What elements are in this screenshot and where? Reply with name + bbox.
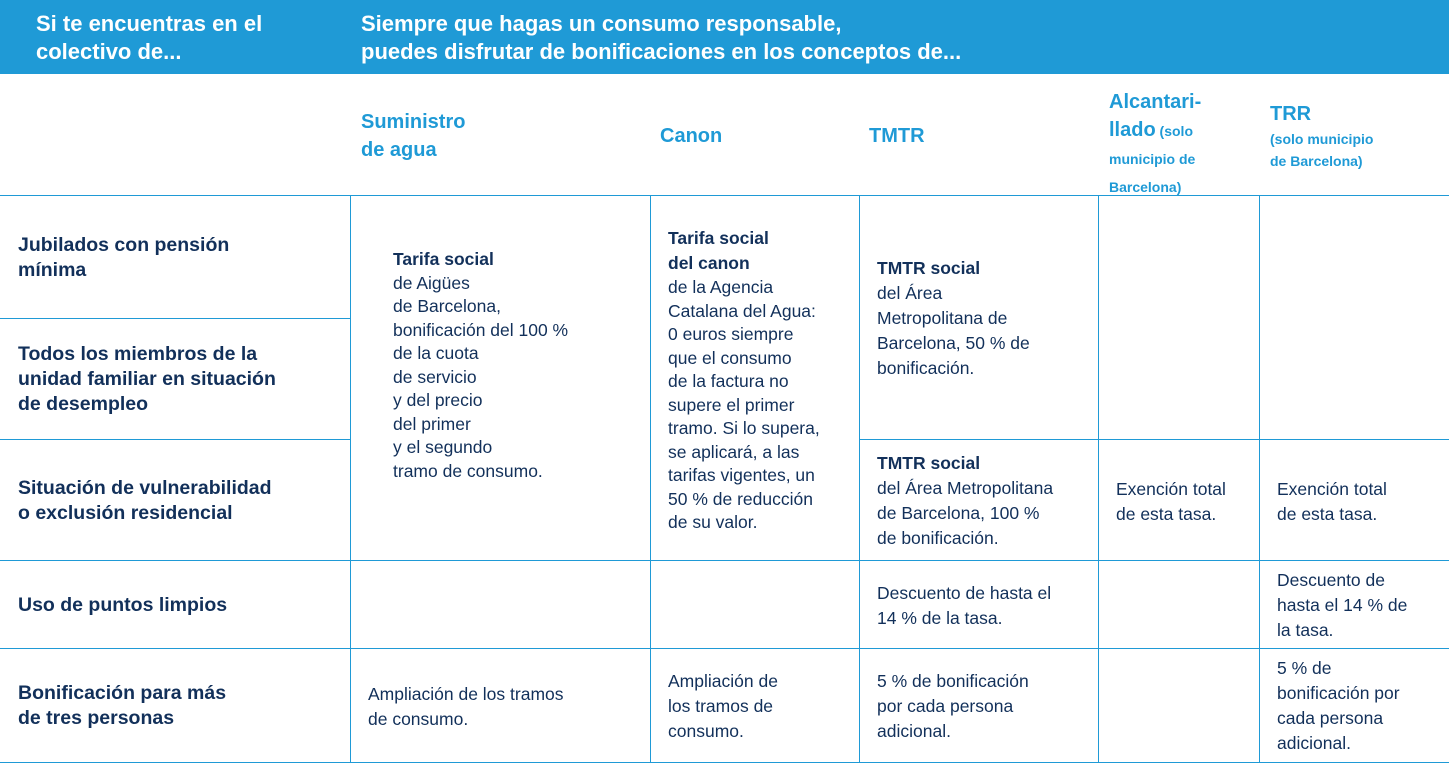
row-header-puntos-limpios: Uso de puntos limpios: [18, 594, 228, 616]
grid-line-row2-right: [859, 439, 1449, 440]
cell-canon-tarifa-social-body: de la Agencia Catalana del Agua: 0 euros siempre que el consumo de la factura no supere el primer tramo. Si lo supera, se aplicará, a las tarifas vigentes, un 50 % de reducción de su valor.: [668, 277, 820, 532]
cell-canon-tres-personas: Ampliación de los tramos de consumo.: [668, 671, 778, 741]
cell-agua-tarifa-social: [393, 248, 643, 483]
cell-agua-tarifa-social-body: de Aigües de Barcelona, bonificación del 100 % de la cuota de servicio y del precio del primer y el segundo tramo de consumo.: [393, 272, 569, 481]
row-header-jubilados: Jubilados con pensión mínima: [18, 234, 230, 281]
grid-vline-4: [1098, 196, 1099, 763]
header-left-text: Si te encuentras en el colectivo de...: [36, 11, 263, 64]
column-header-suministro: Suministro de agua: [361, 111, 466, 161]
grid-line-header: [0, 195, 1449, 196]
cell-trr-exencion: Exención total de esta tasa.: [1277, 479, 1387, 524]
cell-tmtr-social-100-title: TMTR social: [877, 453, 981, 473]
column-header-alcantarillado-note: (solo municipio de Barcelona): [1109, 123, 1196, 195]
grid-vline-5: [1259, 196, 1260, 763]
cell-agua-tres-personas: Ampliación de los tramos de consumo.: [368, 684, 564, 729]
cell-canon-tarifa-social-title: Tarifa social del canon: [668, 228, 769, 273]
cell-alcantarillado-exencion: Exención total de esta tasa.: [1116, 479, 1226, 524]
grid-line-row1: [0, 318, 351, 319]
cell-trr-tres-personas: 5 % de bonificación por cada persona adicional.: [1277, 658, 1400, 753]
grid-line-row2-left: [0, 439, 351, 440]
column-header-trr: [1270, 100, 1445, 172]
cell-agua-tarifa-social-title: Tarifa social: [393, 249, 494, 269]
grid-vline-2: [650, 196, 651, 763]
column-header-canon: Canon: [660, 125, 723, 147]
cell-trr-puntos-limpios: Descuento de hasta el 14 % de la tasa.: [1277, 570, 1408, 640]
column-header-alcantarillado: [1109, 88, 1259, 200]
cell-tmtr-tres-personas: 5 % de bonificación por cada persona adicional.: [877, 671, 1029, 741]
cell-tmtr-social-50-body: del Área Metropolitana de Barcelona, 50 % de bonificación.: [877, 283, 1030, 378]
header-right-text: Siempre que hagas un consumo responsable, puedes disfrutar de bonificaciones en los conceptos de...: [361, 11, 962, 64]
cell-tmtr-puntos-limpios: Descuento de hasta el 14 % de la tasa.: [877, 583, 1052, 628]
column-header-alcantarillado-main: Alcantari- llado: [1109, 91, 1202, 141]
cell-tmtr-social-50-title: TMTR social: [877, 258, 981, 278]
row-header-vulnerabilidad: Situación de vulnerabilidad o exclusión residencial: [18, 477, 272, 524]
row-header-tres-personas: Bonificación para más de tres personas: [18, 682, 227, 729]
grid-line-row3: [0, 560, 1449, 561]
grid-line-bottom: [0, 762, 1449, 763]
column-header-trr-main: TRR: [1270, 103, 1312, 125]
cell-tmtr-social-100: [877, 451, 1092, 551]
cell-tmtr-social-100-body: del Área Metropolitana de Barcelona, 100 % de bonificación.: [877, 478, 1054, 548]
row-header-desempleo: Todos los miembros de la unidad familiar en situación de desempleo: [18, 343, 276, 415]
grid-line-row4: [0, 648, 1449, 649]
grid-vline-1: [350, 196, 351, 763]
cell-canon-tarifa-social: [668, 226, 853, 535]
grid-vline-3: [859, 196, 860, 763]
column-header-trr-note: (solo municipio de Barcelona): [1270, 131, 1374, 169]
cell-tmtr-social-50: [877, 256, 1092, 381]
column-header-tmtr: TMTR: [869, 125, 925, 147]
